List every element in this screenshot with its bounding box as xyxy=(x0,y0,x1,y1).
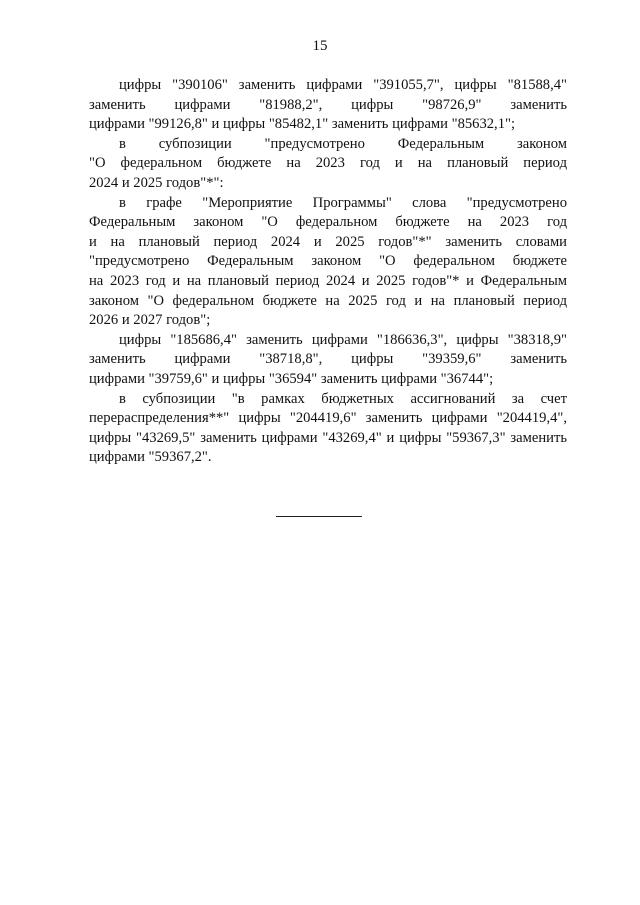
text-line: цифрами "39759,6" и цифры "36594" заменить цифрами "36744"; xyxy=(89,370,494,387)
text-line: цифрами "99126,8" и цифры "85482,1" заменить цифрами "85632,1"; xyxy=(89,116,516,133)
text-line: "предусмотрено Федеральным законом "О федеральном бюджете xyxy=(89,253,567,270)
paragraph xyxy=(89,194,567,331)
text-line: 2026 и 2027 годов"; xyxy=(89,312,211,329)
text-line: в субпозиции "предусмотрено Федеральным законом xyxy=(119,135,567,152)
text-line: на 2023 год и на плановый период 2024 и 2025 годов"* и Федеральным xyxy=(89,272,567,289)
separator-line xyxy=(276,516,362,517)
text-line: цифрами "59367,2". xyxy=(89,449,212,466)
paragraph xyxy=(89,390,567,468)
text-line: цифры "390106" заменить цифрами "391055,7", цифры "81588,4" xyxy=(119,77,567,93)
text-line: цифры "185686,4" заменить цифрами "186636,3", цифры "38318,9" xyxy=(119,331,567,348)
text-line: 2024 и 2025 годов"*": xyxy=(89,174,224,191)
paragraph xyxy=(89,331,567,390)
text-line: заменить цифрами "38718,8", цифры "39359,6" заменить xyxy=(89,351,567,368)
page-number: 15 xyxy=(312,38,328,54)
text-line: перераспределения**" цифры "204419,6" заменить цифрами "204419,4", xyxy=(89,410,567,427)
text-line: в графе "Мероприятие Программы" слова "предусмотрено xyxy=(119,194,567,211)
text-line: законом "О федеральном бюджете на 2025 год и на плановый период xyxy=(89,292,567,309)
text-line: цифры "43269,5" заменить цифрами "43269,4" и цифры "59367,3" заменить xyxy=(89,429,567,446)
text-line: в субпозиции "в рамках бюджетных ассигнований за счет xyxy=(119,390,567,407)
text-line: Федеральным законом "О федеральном бюджете на 2023 год xyxy=(89,214,567,231)
paragraph xyxy=(89,76,567,135)
text-line: и на плановый период 2024 и 2025 годов"*" заменить словами xyxy=(89,233,567,250)
document-body xyxy=(89,76,567,468)
paragraph xyxy=(89,135,567,194)
text-line: заменить цифрами "81988,2", цифры "98726,9" заменить xyxy=(89,96,567,113)
text-line: "О федеральном бюджете на 2023 год и на плановый период xyxy=(89,155,567,172)
